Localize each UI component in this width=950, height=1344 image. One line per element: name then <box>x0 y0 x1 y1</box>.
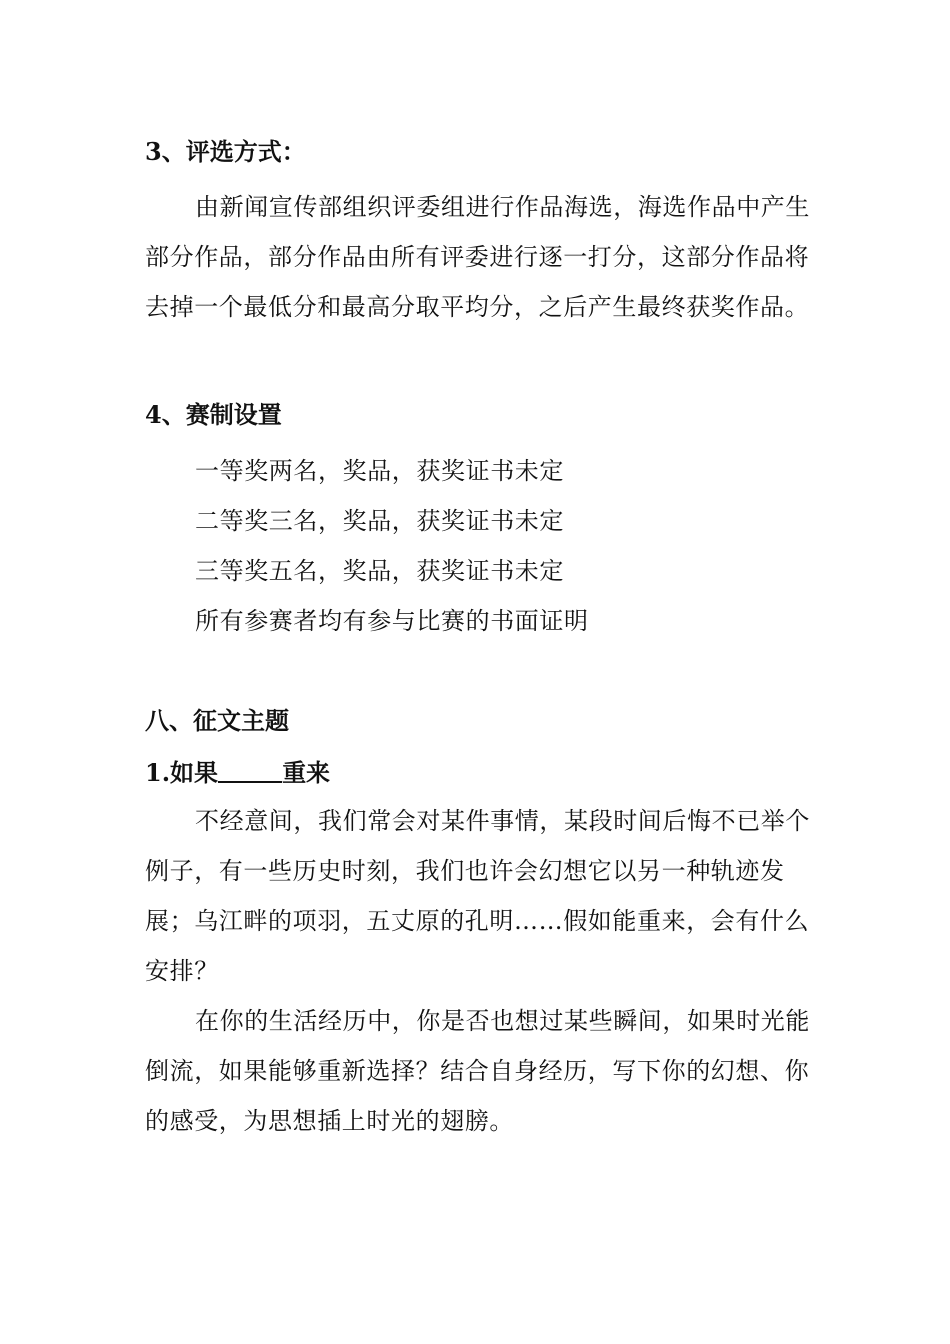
section-3-body: 由新闻宣传部组织评委组进行作品海选，海选作品中产生部分作品，部分作品由所有评委进行逐一打分，这部分作品将去掉一个最低分和最高分取平均分，之后产生最终获奖作品。 <box>145 193 810 321</box>
award-line-third: 三等奖五名，奖品，获奖证书未定 <box>195 557 564 585</box>
topic-1-blank <box>218 757 282 783</box>
award-line-second: 二等奖三名，奖品，获奖证书未定 <box>195 507 564 535</box>
topic-1-paragraph-2: 在你的生活经历中，你是否也想过某些瞬间，如果时光能倒流，如果能够重新选择？结合自身经历，写下你的幻想、你的感受，为思想插上时光的翅膀。 <box>145 1007 810 1135</box>
section-8-heading: 八、征文主题 <box>145 706 289 735</box>
topic-1-title <box>145 757 330 788</box>
topic-1-title-prefix: 1.如果 <box>145 758 219 787</box>
award-line-certificate: 所有参赛者均有参与比赛的书面证明 <box>195 607 589 635</box>
section-4-heading: 4、赛制设置 <box>145 400 282 429</box>
award-line-first: 一等奖两名，奖品，获奖证书未定 <box>195 457 564 485</box>
topic-1-paragraph-1: 不经意间，我们常会对某件事情，某段时间后悔不已举个例子，有一些历史时刻，我们也许会幻想它以另一种轨迹发展；乌江畔的项羽，五丈原的孔明……假如能重来，会有什么安排？ <box>145 807 810 985</box>
section-3-heading: 3、评选方式： <box>145 137 306 166</box>
topic-1-title-suffix: 重来 <box>282 758 331 787</box>
